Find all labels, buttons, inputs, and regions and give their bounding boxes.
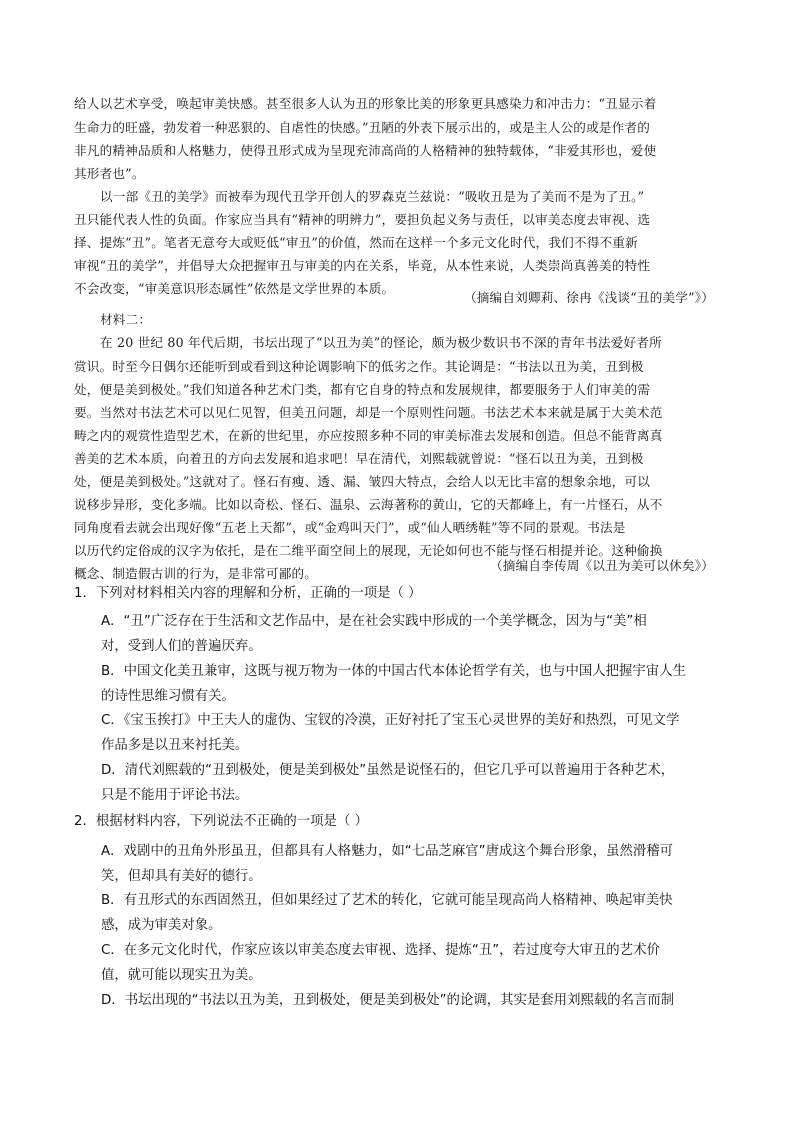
passage-line: 在 20 世纪 80 年代后期，书坛出现了“以丑为美”的怪论，颇为极少数识书不深的青年书法爱好者所	[100, 335, 662, 350]
option-a-line: 对，受到人们的普遍厌弃。	[101, 639, 262, 654]
passage-line: 以一部《丑的美学》而被奉为现代丑学开创人的罗森克兰兹说：“吸收丑是为了美而不是为了丑。”	[100, 189, 645, 204]
option-b-line: 感，成为审美对象。	[101, 918, 222, 933]
option-c-line: C．在多元文化时代，作家应该以审美态度去审视、选择、提炼“丑”，若过度夸大审丑的艺术价	[101, 943, 660, 958]
option-a-line: 笑，但却具有美好的德行。	[101, 869, 262, 884]
option-d-line: D．清代刘熙载的“丑到极处，便是美到极处”虽然是说怪石的，但它几乎可以普遍用于各种艺术，	[101, 763, 675, 778]
option-d-line: D．书坛出现的“书法以丑为美，丑到极处，便是美到极处”的论调，其实是套用刘熙载的名言而制	[101, 993, 675, 1008]
source-citation-one: （摘编自刘卿莉、徐冉《浅谈“丑的美学”》）	[463, 290, 714, 305]
passage-line: 畴之内的观赏性造型艺术，在新的世纪里，亦应按照多种不同的审美标准去发展和创造。但总不能背离真	[74, 428, 663, 443]
passage-line: 丑只能代表人性的负面。作家应当具有“精神的明辨力”，要担负起义务与责任，以审美态度去审视、选	[74, 212, 651, 227]
option-c-line: 作品多是以丑来衬托美。	[101, 738, 249, 753]
option-c-line: C．《宝玉挨打》中王夫人的虚伪、宝钗的冷漠，正好衬托了宝玉心灵世界的美好和热烈，可见文学	[101, 713, 680, 728]
passage-line: 不会改变，“审美意识形态属性”依然是文学世界的本质。	[74, 281, 395, 296]
material-two-label: 材料二：	[100, 312, 152, 327]
passage-line: 给人以艺术享受，唤起审美快感。甚至很多人认为丑的形象比美的形象更具感染力和冲击力：“丑显示着	[74, 96, 657, 111]
passage-line: 赏识。时至今日偶尔还能听到或看到这种论调影响下的低劣之作。其论调是：“书法以丑为美，丑到极	[74, 359, 644, 374]
option-c-line: 值，就可能以现实丑为美。	[101, 968, 262, 983]
passage-line: 其形者也”。	[74, 166, 145, 181]
passage-line: 非凡的精神品质和人格魅力，使得丑形式成为呈现充沛高尚的人格精神的独特载体，“非爱其形也，爱使	[74, 143, 657, 158]
option-b-line: B．有丑形式的东西固然丑，但如果经过了艺术的转化，它就可能呈现高尚人格精神、唤起审美快	[101, 893, 673, 908]
option-d-line: 只是不能用于评论书法。	[101, 788, 249, 803]
passage-line: 处，便是美到极处。”这就对了。怪石有瘦、透、漏、皱四大特点，会给人以无比丰富的想象余地，可以	[74, 474, 651, 489]
option-a-line: A．戏剧中的丑角外形虽丑，但都具有人格魅力，如“七品芝麻官”唐成这个舞台形象，虽然滑稽可	[101, 844, 674, 859]
passage-line: 处，便是美到极处。”我们知道各种艺术门类，都有它自身的特点和发展规律，都要服务于人们审美的需	[74, 382, 651, 397]
passage-line: 同角度看去就会出现好像“五老上天都”，或“金鸡叫天门”，或“仙人晒绣鞋”等不同的景观。书法是	[74, 520, 626, 535]
passage-line: 说移步异形，变化多端。比如以奇松、怪石、温泉、云海著称的黄山，它的天都峰上，有一片怪石，从不	[74, 497, 663, 512]
passage-line: 生命力的旺盛，勃发着一种恶狠的、自虐性的快感。”丑陋的外表下展示出的，或是主人公的或是作者的	[74, 120, 651, 135]
question-stem: 1．下列对材料相关内容的理解和分析，正确的一项是（ ）	[74, 586, 422, 601]
passage-line: 以历代约定俗成的汉字为依托，是在二维平面空间上的展现，无论如何也不能与怪石相提并论。这种偷换	[74, 543, 663, 558]
passage-line: 择、提炼“丑”。笔者无意夸大或贬低“审丑”的价值，然而在这样一个多元文化时代，我们不得不重新	[74, 235, 638, 250]
source-citation-two: （摘编自李传周《以丑为美可以休矣》）	[490, 558, 714, 573]
passage-line: 审视“丑的美学”，并倡导大众把握审丑与审美的内在关系，毕竟，从本性来说，人类崇尚真善美的特性	[74, 258, 651, 273]
option-b-line: 的诗性思维习惯有关。	[101, 689, 235, 704]
option-a-line: A．“丑”广泛存在于生活和文艺作品中，是在社会实践中形成的一个美学概念，因为与“美”相	[101, 614, 647, 629]
passage-line: 要。当然对书法艺术可以见仁见智，但美丑问题，却是一个原则性问题。书法艺术本来就是属于大美术范	[74, 405, 663, 420]
passage-line: 概念、制造假古训的行为，是非常可鄙的。	[74, 566, 318, 581]
passage-line: 善美的艺术本质，向着丑的方向去发展和追求吧！早在清代，刘熙载就曾说：“怪石以丑为美，丑到极	[74, 451, 644, 466]
option-b-line: B．中国文化美丑兼审，这既与视万物为一体的中国古代本体论哲学有关，也与中国人把握宇宙人生	[101, 664, 686, 679]
question-stem: 2．根据材料内容，下列说法不正确的一项是（ ）	[74, 814, 368, 829]
